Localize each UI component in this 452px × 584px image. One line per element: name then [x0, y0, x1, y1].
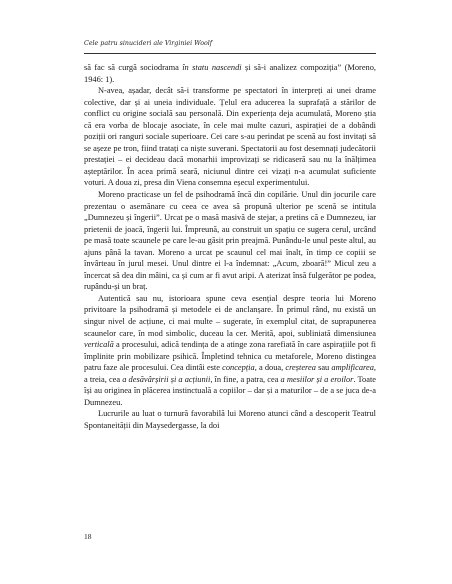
text-run: sau — [315, 363, 332, 373]
text-run: Autentică sau nu, istorioara spune ceva esențial despre teoria lui Moreno privitoare la psihodramă și metodele ei de anclanșare. În primul rând, nu există un singur nivel de acțiune, ci mai multe – sugerate, în exemplul citat, de suprapunerea scaunelor care, în mod simbolic, duceau la cer. Merită, apoi, subliniată dimensiunea — [84, 293, 376, 338]
text-run: Moreno practicase un fel de psihodramă încă din copilărie. Unul din jocurile care prezentau o asemănare cu ceea ce avea să propună ulterior pe scenă se intitula „Dumnezeu și îngerii”. Urcat pe o masă masivă de stejar, a pretins că e Dumnezeu, iar prietenii de joacă, îngerii lui. Împreună, au construit un spațiu ce sugera cerul, urcând pe masă toate scaunele pe care le-au găsit prin preajmă. Punându-le unul peste altul, au ajuns până la tavan. Moreno a urcat pe scaunul cel mai înalt, în timp ce copiii se învârteau în jurul mesei. Unul dintre ei l-a îndemnat: „Acum, zboară!” Micul zeu a încercat să dea din mâini, ca și cum ar fi avut aripi. A aterizat însă fulgerător pe podea, rupându-și un braț. — [84, 190, 376, 292]
text-run: și să-i analizez compoziția” (Moreno, 1946: 1). — [84, 63, 377, 84]
paragraph — [84, 62, 376, 85]
italic-text: în statu nascendi — [182, 63, 242, 72]
italic-text: a desăvârșirii și a acțiunii — [122, 374, 211, 384]
page-number: 18 — [84, 532, 92, 541]
header-rule — [84, 53, 376, 54]
text-run: N-avea, așadar, decât să-i transforme pe spectatori în interpreți ai unei drame colective, dar și ai uneia individuale. Țelul era aducerea la suprafață a stărilor de conflict cu origine socială sau personală. Din experiența deja acumulată, Moreno știa că era vorba de blocaje asociate, în cele mai multe cazuri, aspirației de a dobândi poziții ori ranguri sociale superioare. Cei care s-au perindat pe scenă au fost invitați să se așeze pe tron, fiind tratați ca niște suverani. Spectatorii au fost desemnați judecătorii prestației – ei decideau dacă monarhii improvizați se ridicaseră sau nu la înălțimea așteptărilor. În acea primă seară, niciunul dintre cei vizați n-a acumulat suficiente voturi. A doua zi, presa din Viena consemna eșecul experimentului. — [84, 86, 376, 188]
text-run: a procesului, adică tendința de a atinge zona rarefiată în care aspirațiile pot fi împlinite prin mobilizare psihică. Împletind tehnica cu metaforele, Moreno distingea patru faze ale procesului. Cea dintâi este — [84, 340, 376, 373]
italic-text: creșterea — [285, 363, 316, 373]
text-run: Lucrurile au luat o turnură favorabilă lui Moreno atunci când a descoperit Teatrul Spontaneității din Maysedergasse, la doi — [84, 409, 376, 430]
italic-text: concepția — [222, 363, 255, 373]
italic-text: amplificarea — [331, 363, 374, 373]
text-run: , a doua, — [254, 363, 286, 373]
italic-text: a mesiilor și a eroilor — [280, 374, 354, 384]
italic-text: verticală — [84, 340, 114, 350]
body-text — [84, 62, 376, 432]
paragraph — [84, 293, 376, 408]
text-run: , a treia, cea — [84, 363, 376, 384]
paragraph — [84, 85, 376, 189]
running-header: Cele patru sinucideri ale Virginiei Woolf — [84, 40, 213, 47]
paragraph — [84, 189, 376, 293]
text-run: să fac să curgă sociodrama — [84, 63, 183, 72]
text-run: , în fine, a patra, cea — [210, 374, 281, 384]
text-run: . Toate își au originea în plăcerea instinctuală a copiilor – dar și a maturilor – de a se juca de-a Dumnezeu. — [84, 374, 376, 407]
paragraph — [84, 408, 376, 431]
